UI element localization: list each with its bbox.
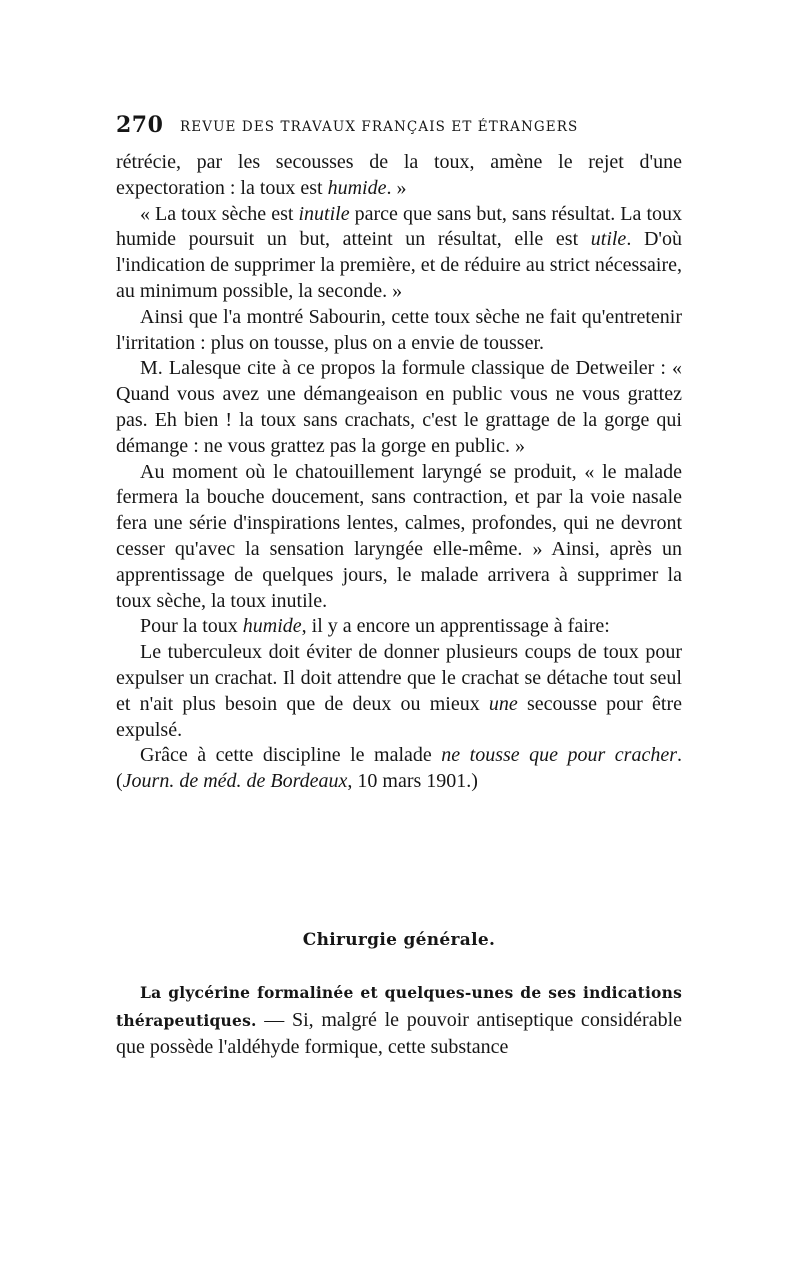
italic-term: inutile [298,202,350,225]
paragraph-1 [116,150,682,202]
running-header [116,112,682,142]
paragraph-3: Ainsi que l'a montré Sabourin, cette toux sèche ne fait qu'entretenir l'irritation : plus on tousse, plus on a envie de tousser. [116,305,682,354]
text-segment: Le tuberculeux doit éviter de donner plusieurs coups de toux pour expulser un crachat. Il doit attendre que le crachat se détache tout seul et n'ait plus besoin que de deux ou mieux [116,641,682,715]
text-segment: « La toux sèche est [140,202,299,225]
text-segment: , il y a encore un apprentissage à faire: [301,615,610,638]
text-segment: . D'où l'indication de supprimer la première, et de réduire au strict nécessaire, au minimum possible, la seconde. » [116,228,682,302]
italic-term: ne tousse que pour cracher [441,744,678,767]
article-title: La glycérine formalinée et quelques-unes de ses indications thérapeutiques. [116,983,682,1030]
text-segment: . ( [116,744,683,793]
text-segment: rétrécie, par les secousses de la toux, amène le rejet d'une expectoration : la toux est [116,151,682,199]
page-number: 270 [116,112,164,138]
paragraph-4: M. Lalesque cite à ce propos la formule classique de Detweiler : « Quand vous avez une démangeaison en public vous ne vous grattez pas. Eh bien ! la toux sans crachats, c'est le grattage de la gorge qui démange : ne vous grattez pas la gorge en public. » [116,357,682,457]
body-text [116,150,682,795]
paragraph-5: Au moment où le chatouillement laryngé se produit, « le malade fermera la bouche doucement, sans contraction, et par la voie nasale fera une série d'inspirations lentes, calmes, profondes, qui ne devront cesser qu'avec la sensation laryngée elle-même. » Ainsi, après un apprentissage de quelques jours, le malade arrivera à supprimer la toux sèche, la toux inutile. [116,460,682,612]
text-segment: . » [386,176,407,199]
text-segment: Grâce à cette discipline le malade [140,744,442,767]
article-paragraph [116,979,682,1061]
italic-term: une [488,692,518,715]
italic-term: humide [327,176,387,199]
text-segment: parce que sans but, sans résultat. La toux humide poursuit un but, atteint un résultat, elle est [116,202,682,251]
italic-term: humide [242,615,302,638]
text-segment: , 10 mars 1901.) [347,770,478,793]
text-segment: secousse pour être expulsé. [116,692,682,741]
article-text: — Si, malgré le pouvoir antiseptique considérable que possède l'aldéhyde formique, cette substance [116,1008,682,1058]
paragraph-7 [116,640,682,743]
paragraph-6 [116,614,682,640]
running-title: REVUE DES TRAVAUX FRANÇAIS ET ÉTRANGERS [180,119,579,135]
paragraph-8 [116,743,682,795]
text-segment: Pour la toux [140,615,243,638]
paragraph-2 [116,202,682,305]
italic-term: utile [590,228,627,251]
journal-citation: Journ. de méd. de Bordeaux [122,770,348,793]
section-heading: Chirurgie générale. [302,930,496,950]
